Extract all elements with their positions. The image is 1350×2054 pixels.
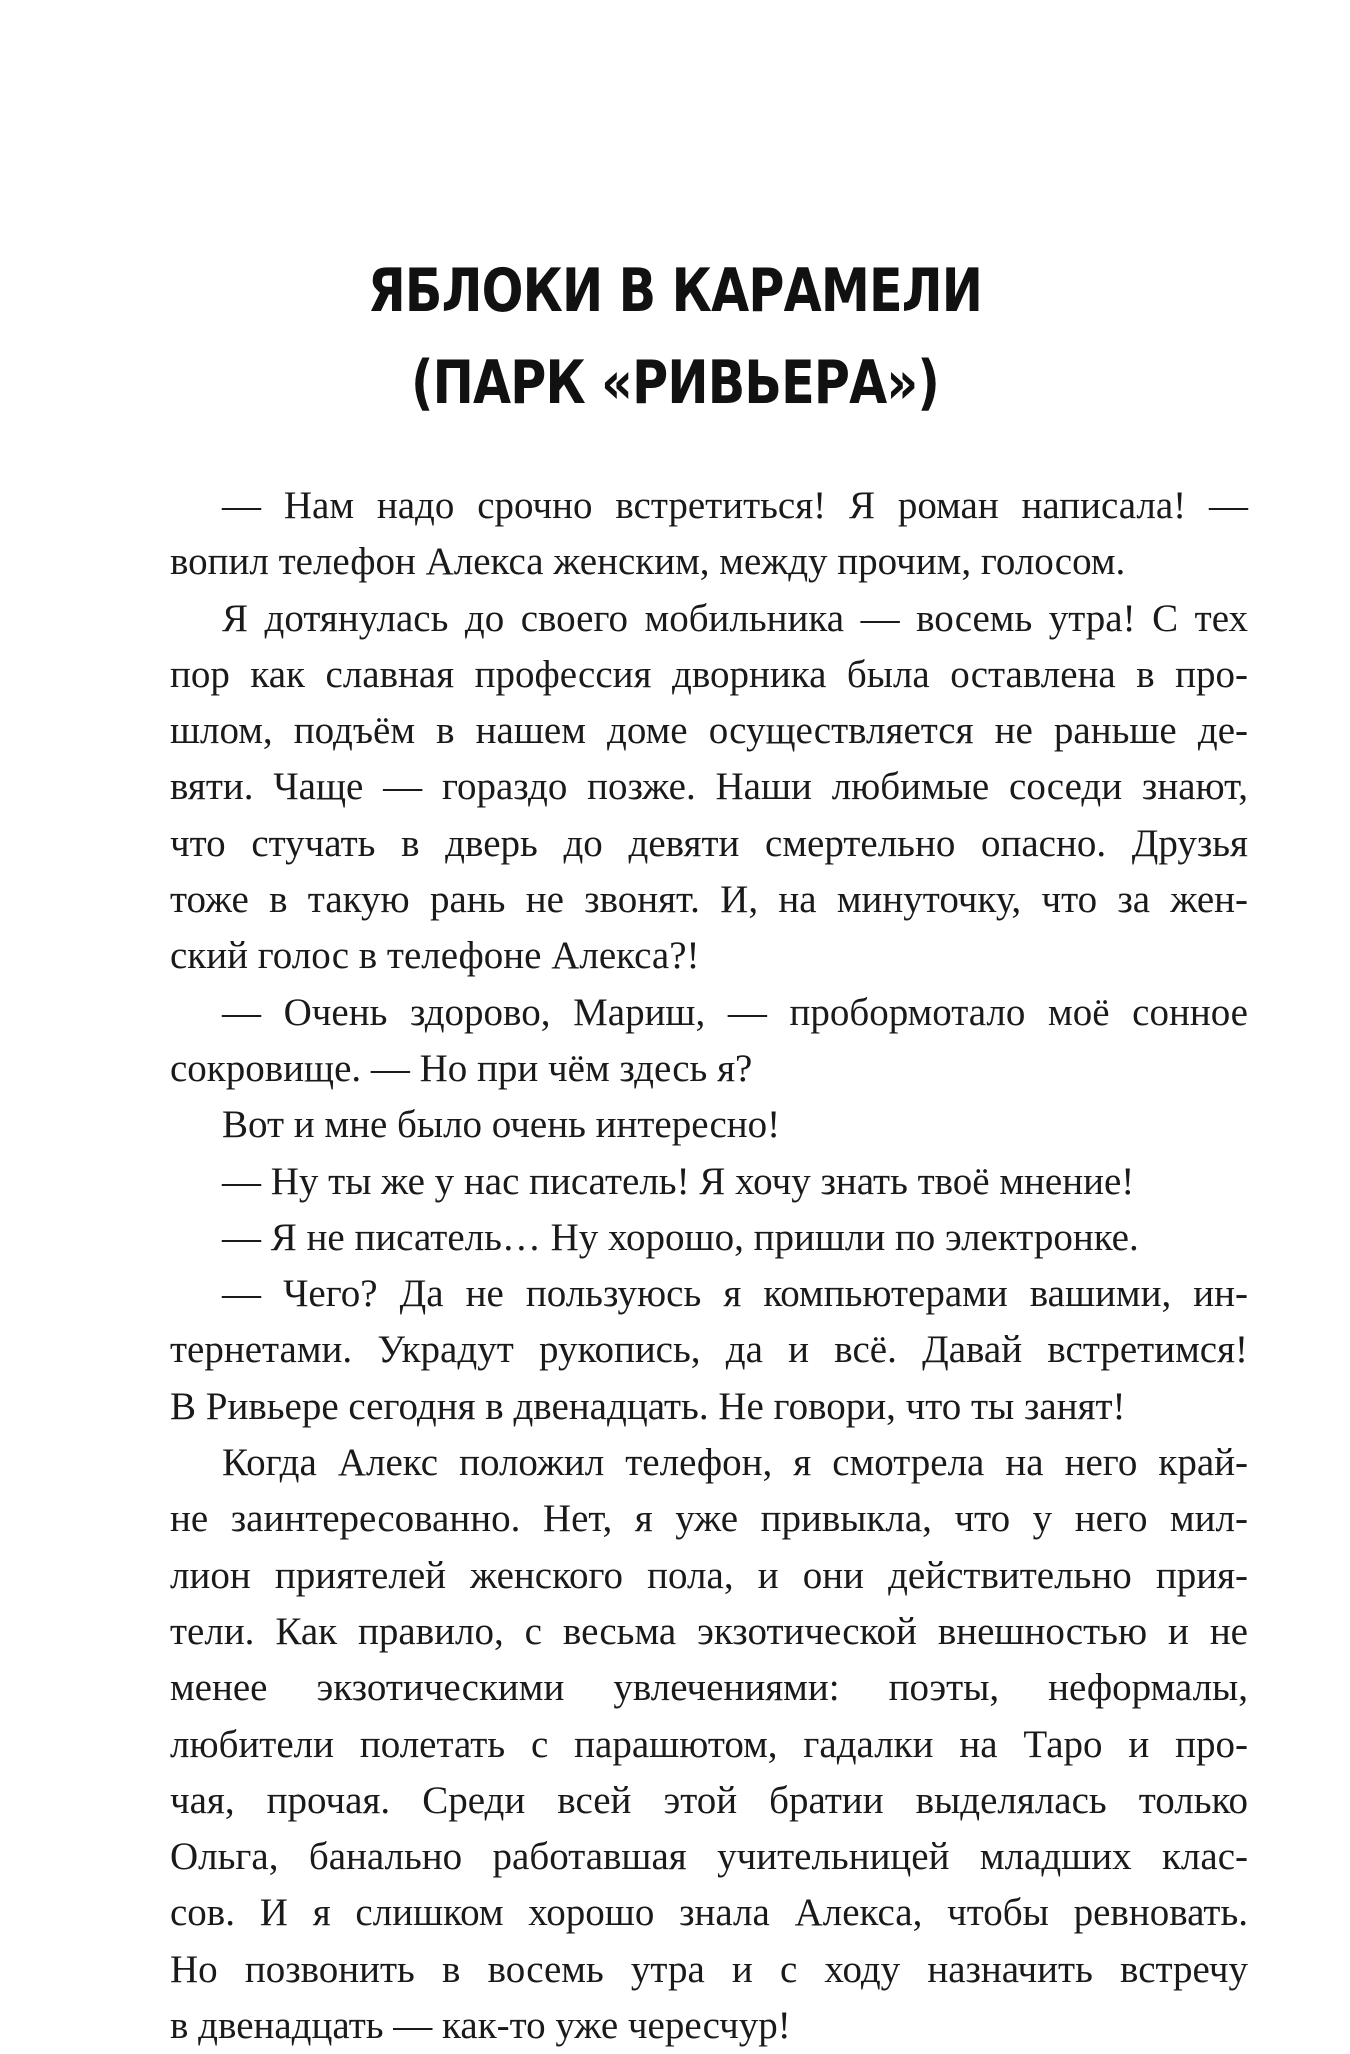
text-line: лион приятелей женского пола, и они действительно прия- [170, 1553, 1248, 1597]
text-line: чая, прочая. Среди всей этой братии выделялась только [170, 1778, 1248, 1822]
text-line: В Ривьере сегодня в двенадцать. Не говори, что ты занят! [170, 1384, 1126, 1428]
chapter-title-line-2: (ПАРК «РИВЬЕРА») [410, 348, 940, 418]
text-line: вопил телефон Алекса женским, между прочим, голосом. [170, 540, 1126, 584]
text-line: пор как славная профессия дворника была оставлена в про- [170, 652, 1248, 696]
text-line: что стучать в дверь до девяти смертельно опасно. Друзья [170, 821, 1248, 865]
text-line: Но позвонить в восемь утра и с ходу назначить встречу [170, 1947, 1248, 1991]
text-line: сокровище. — Но при чём здесь я? [170, 1046, 753, 1090]
text-line: — Чего? Да не пользуюсь я компьютерами вашими, ин- [222, 1272, 1248, 1316]
text-line: сов. И я слишком хорошо знала Алекса, чтобы ревновать. [170, 1891, 1248, 1935]
text-line: Вот и мне было очень интересно! [222, 1103, 781, 1147]
text-line: вяти. Чаще — гораздо позже. Наши любимые соседи знают, [170, 765, 1248, 809]
text-line: тоже в такую рань не звонят. И, на минуточку, что за жен- [170, 878, 1248, 922]
text-line: ский голос в телефоне Алекса?! [170, 934, 700, 978]
text-line: — Нам надо срочно встретиться! Я роман написала! — [222, 484, 1248, 527]
text-line: — Очень здорово, Мариш, — пробормотало моё сонное [222, 990, 1248, 1034]
text-line: Когда Алекс положил телефон, я смотрела на него край- [222, 1441, 1248, 1485]
text-line: Я дотянулась до своего мобильника — восемь утра! С тех [222, 596, 1248, 640]
text-line: не заинтересованно. Нет, я уже привыкла, что у него мил- [170, 1497, 1248, 1541]
text-line: Ольга, банально работавшая учительницей младших клас- [170, 1835, 1248, 1879]
text-line: тели. Как правило, с весьма экзотической внешностью и не [170, 1609, 1248, 1653]
text-line: — Ну ты же у нас писатель! Я хочу знать твоё мнение! [222, 1159, 1135, 1203]
text-line: менее экзотическими увлечениями: поэты, неформалы, [170, 1666, 1248, 1710]
chapter-title-line-1: ЯБЛОКИ В КАРАМЕЛИ [367, 256, 983, 326]
chapter-title [122, 245, 1229, 429]
body-text [170, 478, 1248, 2054]
text-line: — Я не писатель… Ну хорошо, пришли по электронке. [222, 1215, 1139, 1259]
text-line: в двенадцать — как-то уже чересчур! [170, 2004, 791, 2048]
text-line: любители полетать с парашютом, гадалки на Таро и про- [170, 1722, 1248, 1766]
text-line: тернетами. Украдут рукопись, да и всё. Давай встретимся! [170, 1328, 1248, 1372]
text-line: шлом, подъём в нашем доме осуществляется не раньше де- [170, 709, 1248, 753]
